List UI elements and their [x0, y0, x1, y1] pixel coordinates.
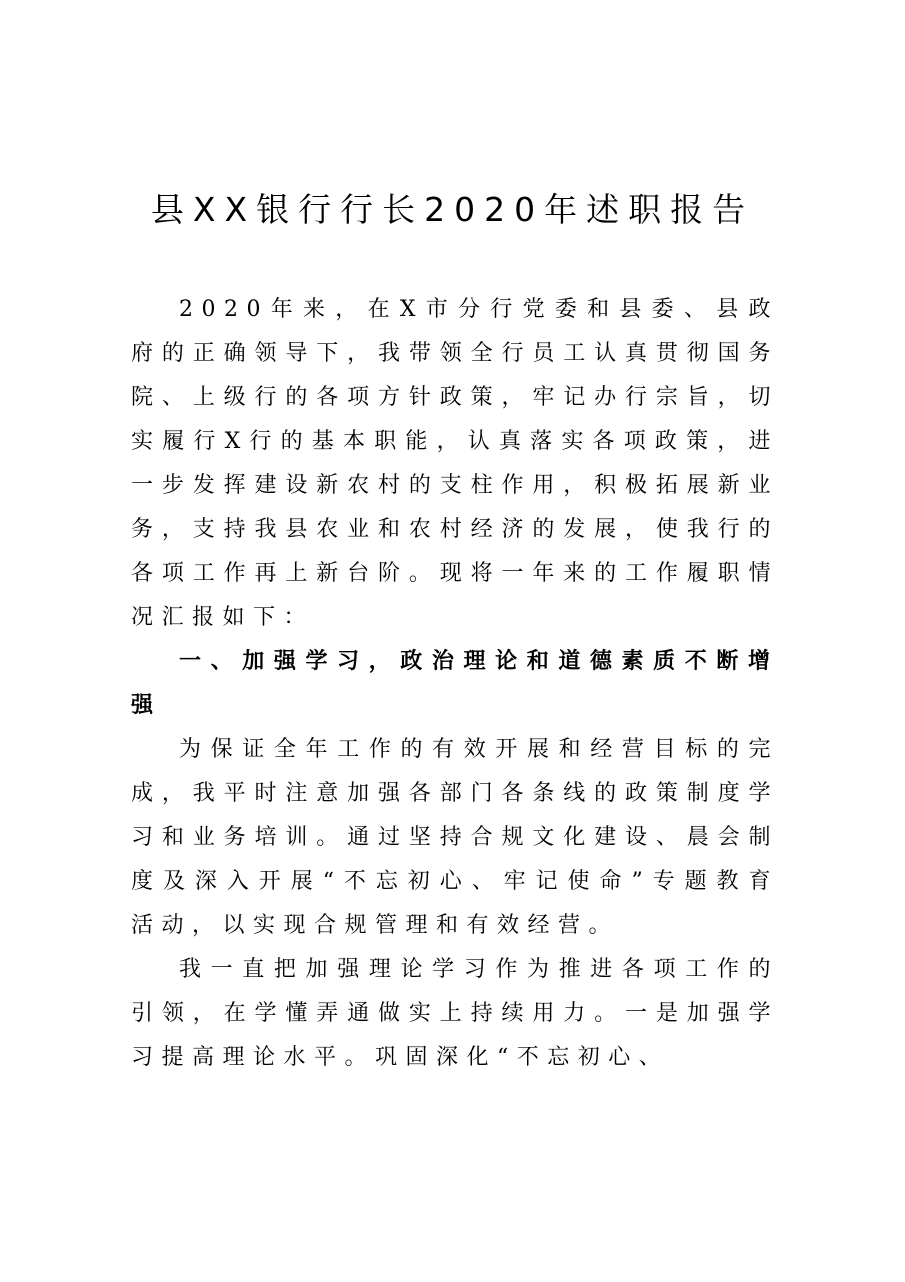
- document-title: 县XX银行行长2020年述职报告: [150, 190, 755, 229]
- document-body: [131, 288, 779, 1080]
- section-heading: 一、加强学习，政治理论和道德素质不断增强: [131, 649, 779, 718]
- body-paragraph: 为保证全年工作的有效开展和经营目标的完成，我平时注意加强各部门各条线的政策制度学习和业务培训。通过坚持合规文化建设、晨会制度及深入开展“不忘初心、牢记使命”专题教育活动，以实现合规管理和有效经营。: [131, 737, 779, 938]
- body-paragraph: 我一直把加强理论学习作为推进各项工作的引领，在学懂弄通做实上持续用力。一是加强学习提高理论水平。巩固深化“不忘初心、: [131, 957, 779, 1070]
- intro-paragraph: 2020年来，在X市分行党委和县委、县政府的正确领导下，我带领全行员工认真贯彻国务院、上级行的各项方针政策，牢记办行宗旨，切实履行X行的基本职能，认真落实各项政策，进一步发挥建设新农村的支柱作用，积极拓展新业务，支持我县农业和农村经济的发展，使我行的各项工作再上新台阶。现将一年来的工作履职情况汇报如下：: [131, 297, 779, 630]
